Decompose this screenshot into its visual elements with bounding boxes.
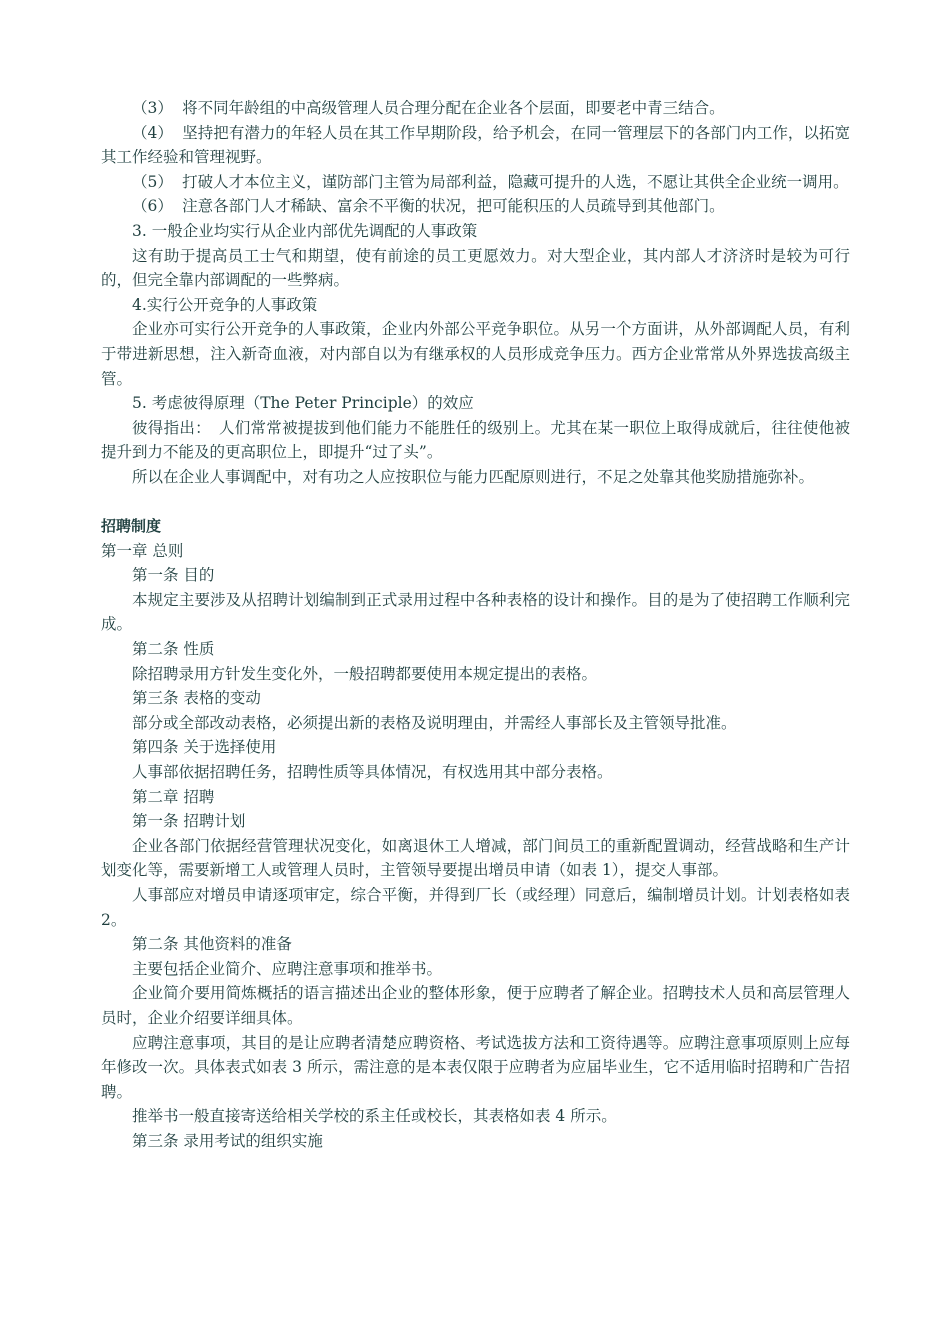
paragraph: 人事部依据招聘任务，招聘性质等具体情况，有权选用其中部分表格。 [132, 763, 613, 782]
paragraph: 部分或全部改动表格，必须提出新的表格及说明理由，并需经人事部长及主管领导批准。 [132, 713, 737, 732]
paragraph: 人事部应对增员申请逐项审定，综合平衡，并得到厂长（或经理）同意后，编制增员计划。计划表格如表 2。 [101, 886, 850, 929]
article-heading: 第三条 录用考试的组织实施 [132, 1131, 323, 1150]
paragraph: 推举书一般直接寄送给相关学校的系主任或校长，其表格如表 4 所示。 [132, 1107, 617, 1126]
list-item-4: （4） 坚持把有潜力的年轻人员在其工作早期阶段，给予机会，在同一管理层下的各部门内工作，以拓宽其工作经验和管理视野。 [101, 123, 850, 167]
paragraph: 所以在企业人事调配中，对有功之人应按职位与能力匹配原则进行，不足之处靠其他奖励措施弥补。 [132, 467, 815, 486]
list-item-6: （6） 注意各部门人才稀缺、富余不平衡的状况，把可能积压的人员疏导到其他部门。 [132, 197, 725, 216]
article-heading: 第一条 目的 [132, 566, 215, 585]
section-heading-4: 4.实行公开竞争的人事政策 [132, 295, 318, 314]
paragraph: 应聘注意事项，其目的是让应聘者清楚应聘资格、考试选拔方法和工资待遇等。应聘注意事项原则上应每年修改一次。具体表式如表 3 所示，需注意的是本表仅限于应聘者为应届毕业生，它不适用临时招聘和广告招聘。 [101, 1033, 850, 1101]
chapter-heading: 第二章 招聘 [132, 787, 215, 806]
paragraph: 企业简介要用简炼概括的语言描述出企业的整体形象，便于应聘者了解企业。招聘技术人员和高层管理人员时，企业介绍要详细具体。 [101, 984, 850, 1027]
document-title: 招聘制度 [101, 517, 162, 536]
paragraph: 彼得指出： 人们常常被提拔到他们能力不能胜任的级别上。尤其在某一职位上取得成就后，往往使他被提升到力不能及的更高职位上，即提升“过了头”。 [101, 418, 850, 462]
article-heading: 第二条 性质 [132, 640, 215, 659]
article-heading: 第三条 表格的变动 [132, 689, 261, 708]
chapter-heading: 第一章 总则 [101, 541, 184, 560]
article-heading: 第二条 其他资料的准备 [132, 935, 292, 954]
section-heading-5: 5. 考虑彼得原理（The Peter Principle）的效应 [132, 394, 474, 413]
paragraph: 企业亦可实行公开竞争的人事政策，企业内外部公平竞争职位。从另一个方面讲，从外部调配人员，有利于带进新思想，注入新奇血液，对内部自以为有继承权的人员形成竞争压力。西方企业常常从外界选拔高级主管。 [101, 320, 850, 388]
paragraph: 企业各部门依据经营管理状况变化，如离退休工人增减，部门间员工的重新配置调动，经营战略和生产计划变化等，需要新增工人或管理人员时，主管领导要提出增员申请（如表 1），提交人事部。 [101, 836, 850, 880]
list-item-5: （5） 打破人才本位主义，谨防部门主管为局部利益，隐藏可提升的人选，不愿让其供全企业统一调用。 [132, 172, 849, 191]
paragraph: 主要包括企业简介、应聘注意事项和推举书。 [132, 959, 443, 978]
article-heading: 第一条 招聘计划 [132, 812, 246, 831]
article-heading: 第四条 关于选择使用 [132, 738, 277, 757]
paragraph: 除招聘录用方针发生变化外，一般招聘都要使用本规定提出的表格。 [132, 664, 598, 683]
list-item-3: （3） 将不同年龄组的中高级管理人员合理分配在企业各个层面，即要老中青三结合。 [132, 99, 725, 117]
paragraph: 本规定主要涉及从招聘计划编制到正式录用过程中各种表格的设计和操作。目的是为了使招聘工作顺利完成。 [101, 590, 850, 634]
section-heading-3: 3. 一般企业均实行从企业内部优先调配的人事政策 [132, 221, 478, 240]
paragraph: 这有助于提高员工士气和期望，使有前途的员工更愿效力。对大型企业，其内部人才济济时是较为可行的，但完全靠内部调配的一些弊病。 [101, 246, 850, 290]
